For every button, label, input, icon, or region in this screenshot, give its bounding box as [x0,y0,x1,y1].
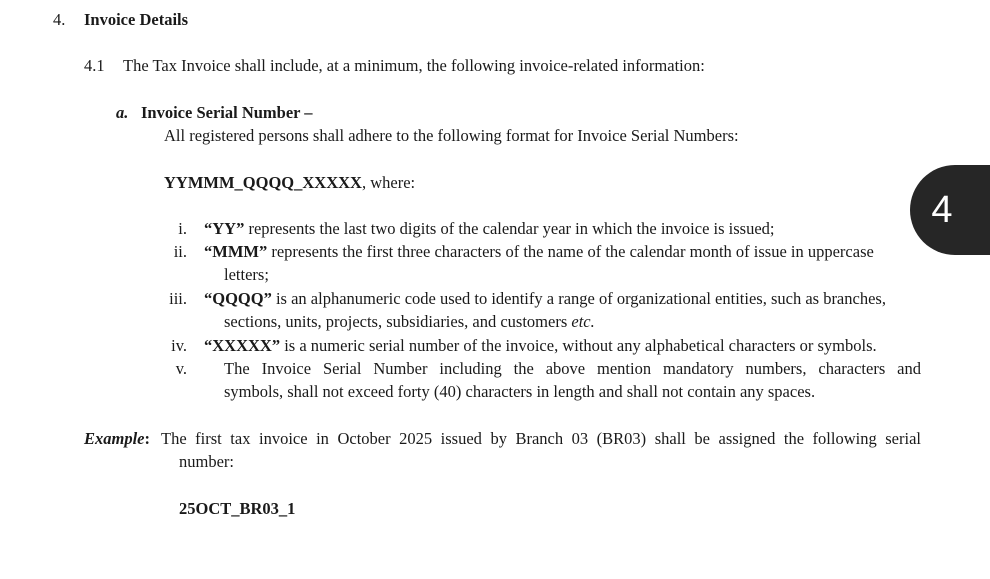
definition-line [204,289,886,309]
definition-text: is a numeric serial number of the invoice, without any alphabetical characters or symbols. [280,336,877,355]
example-label-line [84,429,150,449]
definition-numeral: iv. [171,336,187,355]
format-line [164,173,415,193]
item-title: Invoice Serial Number – [141,103,313,122]
definition-numeral: iii. [169,289,187,308]
definition-term: “XXXXX” [204,336,281,355]
definition-text: represents the first three characters of the name of the calendar month of issue in uppercase [267,242,874,261]
example-label: Example [84,429,145,448]
definition-term: “YY” [204,219,245,238]
clause-text: The Tax Invoice shall include, at a minimum, the following invoice-related information: [123,56,705,75]
definition-term: “QQQQ” [204,289,272,308]
chapter-tab[interactable] [910,165,990,255]
definition-continuation: symbols, shall not exceed forty (40) characters in length and shall not contain any spaces. [224,382,816,401]
definition-text: represents the last two digits of the calendar year in which the invoice is issued; [244,219,775,238]
definition-text: sections, units, projects, subsidiaries, and customers [224,312,572,331]
chapter-tab-label: 4 [931,188,953,231]
definition-line [204,219,775,239]
definition-continuation [224,312,595,332]
definition-italic: etc. [571,312,595,331]
definition-term: “MMM” [204,242,268,261]
example-serial: 25OCT_BR03_1 [179,499,296,518]
definition-numeral: i. [178,219,187,238]
definition-line [204,336,877,356]
item-intro: All registered persons shall adhere to the following format for Invoice Serial Numbers: [164,126,739,145]
example-text: The first tax invoice in October 2025 issued by Branch 03 (BR03) shall be assigned the following serial [161,429,921,448]
format-suffix: , where: [361,173,416,192]
example-continuation: number: [179,452,234,471]
format-code: YYMMM_QQQQ_XXXXX [164,173,362,192]
definition-numeral: ii. [173,242,187,261]
definition-line: The Invoice Serial Number including the above mention mandatory numbers, characters and [224,359,921,378]
clause-number: 4.1 [84,56,105,75]
item-letter: a. [116,103,129,122]
definition-text: is an alphanumeric code used to identify a range of organizational entities, such as branches, [271,289,886,308]
definition-continuation: letters; [224,265,269,284]
section-title: Invoice Details [84,10,189,29]
example-colon: : [144,429,150,448]
definition-numeral: v. [175,359,187,378]
definition-line [204,242,874,262]
section-number: 4. [53,10,66,29]
